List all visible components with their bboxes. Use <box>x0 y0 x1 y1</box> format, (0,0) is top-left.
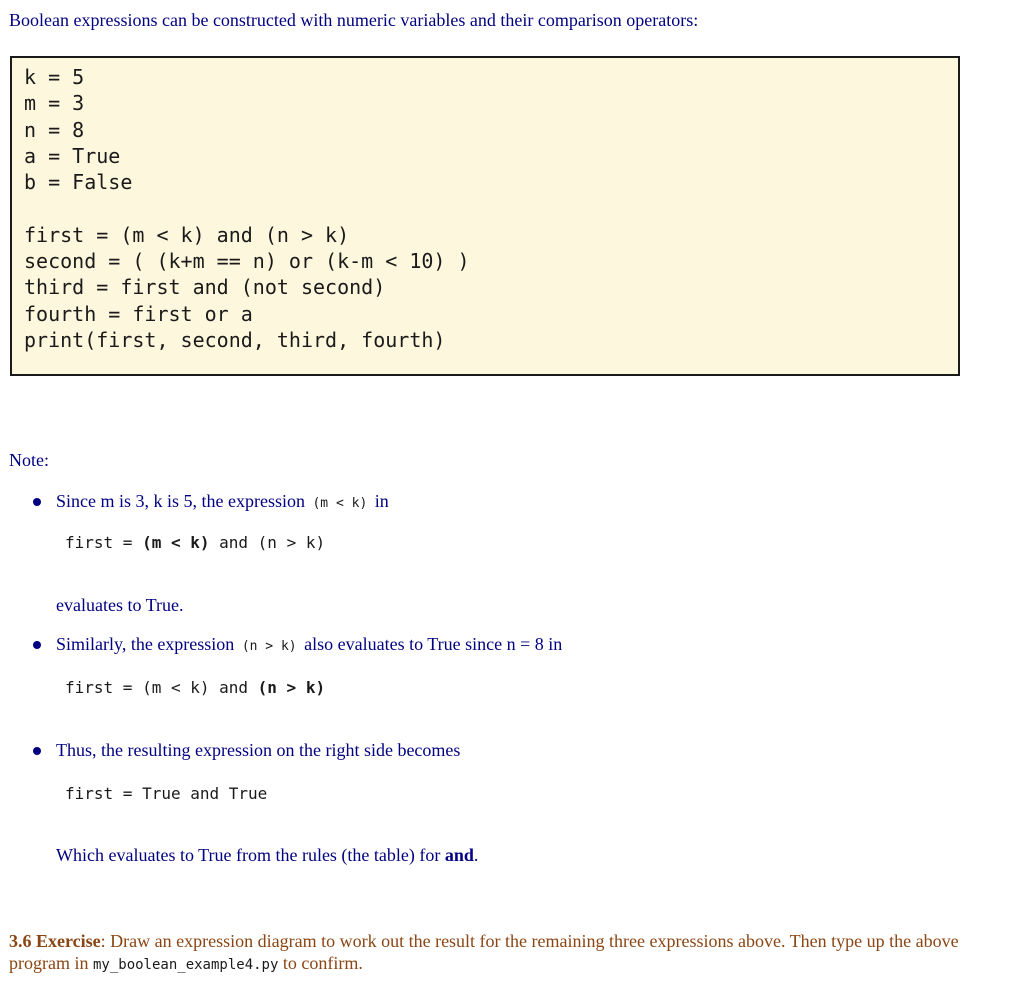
exercise-text-end: to confirm. <box>282 953 363 973</box>
evaluates-text: evaluates to True. <box>56 595 184 615</box>
example-code-3: first = True and True <box>65 784 268 803</box>
exercise-title: 3.6 Exercise <box>9 931 101 951</box>
exercise-filename: my_boolean_example4.py <box>92 957 279 973</box>
code-line: b = False <box>24 170 133 195</box>
code-highlight: (n > k) <box>257 678 326 697</box>
exercise-paragraph <box>9 930 1004 976</box>
bullet-item-2 <box>56 632 562 659</box>
bullet-item-3: Thus, the resulting expression on the right side becomes <box>56 740 461 760</box>
code-prefix: first = (m < k) and <box>65 678 258 697</box>
example-code-1 <box>65 532 325 554</box>
intro-text: Boolean expressions can be constructed with numeric variables and their comparison operators: <box>9 10 699 30</box>
bullet-text: Similarly, the expression <box>56 634 235 654</box>
bullet-text: also evaluates to True since n = 8 in <box>304 634 563 654</box>
code-line: first = (m < k) and (n > k) <box>24 222 350 247</box>
code-block <box>10 56 960 376</box>
code-highlight: (m < k) <box>142 533 210 552</box>
example-code-2 <box>65 677 325 699</box>
period: . <box>473 845 479 865</box>
bullet-text: in <box>374 491 389 511</box>
bullet-item-1 <box>56 489 389 516</box>
bullet-dot <box>33 641 41 649</box>
code-line: third = first and (not second) <box>24 275 386 300</box>
code-line: a = True <box>24 143 121 168</box>
code-line: m = 3 <box>24 91 85 116</box>
exercise-text: : Draw an expression diagram to work out the result for the remaining three expressions above. Then type up the above program in <box>9 931 959 973</box>
and-keyword: and <box>444 845 474 865</box>
inline-code: (m < k) <box>312 496 368 511</box>
code-line-blank <box>24 195 470 221</box>
code-line: n = 8 <box>24 117 85 142</box>
bullet-dot <box>33 747 41 755</box>
inline-code: (n > k) <box>241 639 297 654</box>
which-evaluates-text <box>56 843 478 867</box>
bullet-text: Since m is 3, k is 5, the expression <box>56 491 305 511</box>
code-listing <box>24 64 470 353</box>
which-text: Which evaluates to True from the rules (the table) for <box>56 845 441 865</box>
note-label: Note: <box>9 450 49 470</box>
code-prefix: first = <box>65 533 143 552</box>
code-line: k = 5 <box>24 65 85 89</box>
code-line: second = ( (k+m == n) or (k-m < 10) ) <box>24 249 470 274</box>
code-line: fourth = first or a <box>24 301 253 326</box>
bullet-dot <box>33 498 41 506</box>
code-suffix: and (n > k) <box>209 533 326 552</box>
code-line: print(first, second, third, fourth) <box>24 327 446 352</box>
